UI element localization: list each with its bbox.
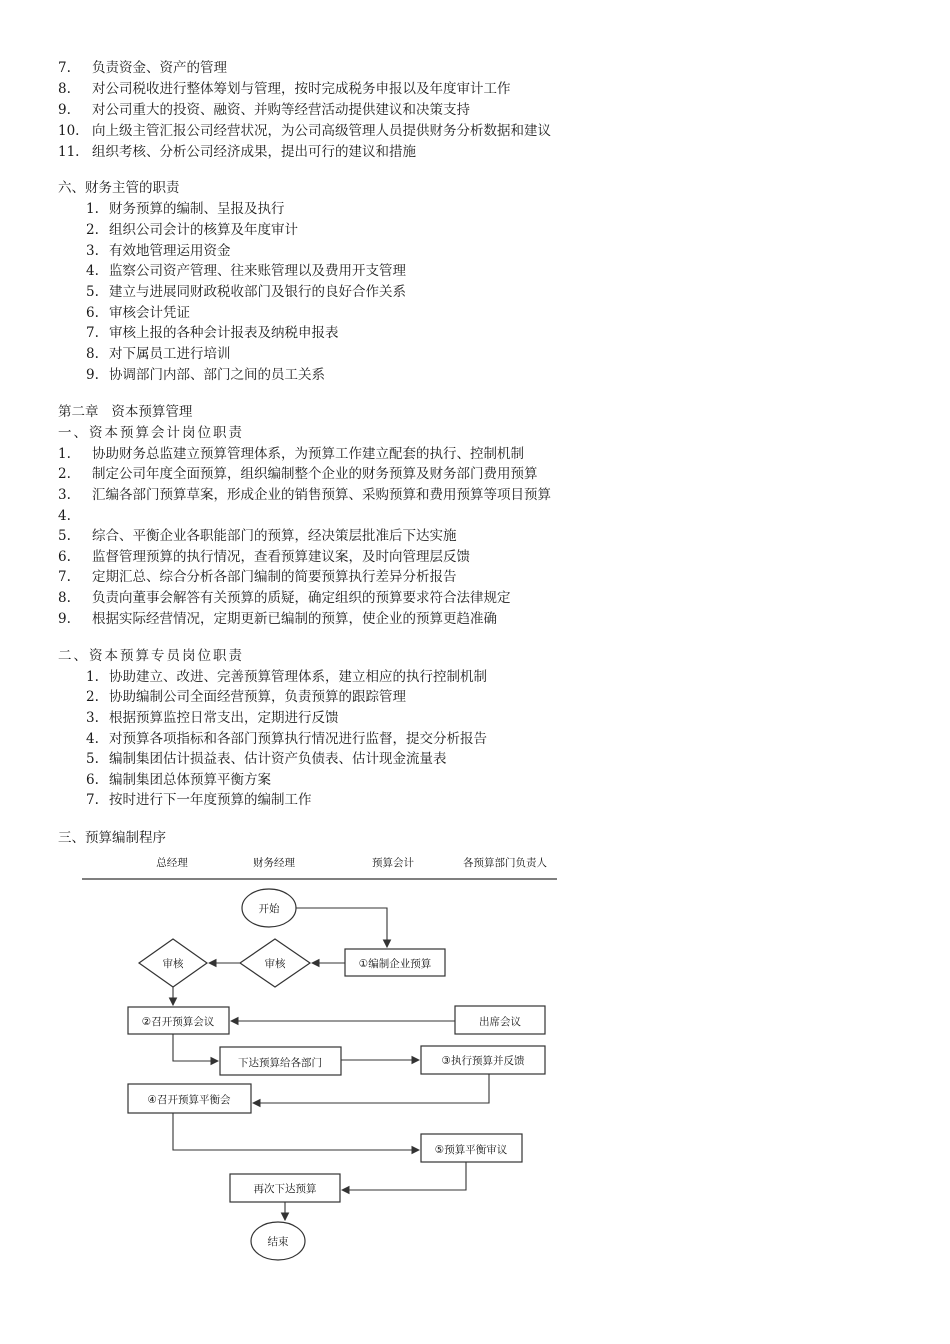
list-number: 2. [86, 689, 99, 705]
list-number: 2. [86, 222, 99, 238]
list-item: 定期汇总、综合分析各部门编制的简要预算执行差异分析报告 [92, 569, 457, 585]
list-number: 5. [86, 751, 99, 767]
list-number: 6. [58, 549, 71, 565]
compile-budget-label: ①编制企业预算 [358, 958, 432, 970]
list-number: 1. [86, 201, 99, 217]
list-number: 10. [58, 123, 80, 139]
lane-header: 总经理 [156, 857, 188, 869]
list-item: 对预算各项指标和各部门预算执行情况进行监督，提交分析报告 [109, 731, 487, 747]
list-item: 监督管理预算的执行情况，查看预算建议案，及时向管理层反馈 [92, 549, 470, 565]
list-number: 9. [58, 102, 71, 118]
list-number: 6. [86, 772, 99, 788]
connector-start-to-compile [296, 908, 387, 947]
end-label: 结束 [267, 1236, 289, 1248]
lane-header: 财务经理 [253, 857, 295, 869]
list-item: 编制集团估计损益表、估计资产负债表、估计现金流量表 [109, 751, 447, 767]
connector-balance-to-review [173, 1113, 419, 1150]
list-number: 2. [58, 466, 71, 482]
subsection-heading: 二、资本预算专员岗位职责 [58, 648, 244, 664]
list-item: 建立与进展同财政税收部门及银行的良好合作关系 [109, 284, 406, 300]
start-label: 开始 [258, 903, 280, 915]
issue-budget-label: 下达预算给各部门 [238, 1057, 322, 1069]
list-item: 有效地管理运用资金 [109, 243, 231, 259]
list-item: 审核上报的各种会计报表及纳税申报表 [109, 325, 339, 341]
list-item: 负责向董事会解答有关预算的质疑，确定组织的预算要求符合法律规定 [92, 590, 511, 606]
list-number: 3. [86, 243, 99, 259]
budget-meeting-label: ②召开预算会议 [141, 1016, 215, 1028]
list-item: 对公司重大的投资、融资、并购等经营活动提供建议和决策支持 [92, 102, 470, 118]
connector-execute-to-balance [253, 1074, 489, 1103]
list-number: 7. [58, 569, 71, 585]
subsection-heading: 一、资本预算会计岗位职责 [58, 425, 244, 441]
list-item: 综合、平衡企业各职能部门的预算，经决策层批准后下达实施 [92, 528, 457, 544]
list-item: 协调部门内部、部门之间的员工关系 [109, 367, 325, 383]
execute-budget-label: ③执行预算并反馈 [441, 1055, 525, 1067]
list-item: 按时进行下一年度预算的编制工作 [109, 792, 312, 808]
list-number: 7. [58, 60, 71, 76]
lane-header: 各预算部门负责人 [463, 857, 547, 869]
attend-meeting-label: 出席会议 [479, 1016, 521, 1028]
list-item: 编制集团总体预算平衡方案 [109, 772, 271, 788]
list-number: 7. [86, 792, 99, 808]
review-gm-label: 审核 [162, 958, 184, 970]
reissue-budget-label: 再次下达预算 [253, 1183, 317, 1195]
list-number: 4. [86, 263, 99, 279]
list-item: 组织公司会计的核算及年度审计 [109, 222, 298, 238]
section-heading: 六、财务主管的职责 [58, 180, 180, 196]
list-number: 1. [58, 446, 71, 462]
list-item: 负责资金、资产的管理 [92, 60, 227, 76]
list-item: 汇编各部门预算草案，形成企业的销售预算、采购预算和费用预算等项目预算 [92, 487, 551, 503]
list-number: 7. [86, 325, 99, 341]
list-item: 根据实际经营情况，定期更新已编制的预算，使企业的预算更趋准确 [92, 611, 497, 627]
list-number: 8. [86, 346, 99, 362]
list-item: 制定公司年度全面预算，组织编制整个企业的财务预算及财务部门费用预算 [92, 466, 538, 482]
list-item: 财务预算的编制、呈报及执行 [109, 201, 285, 217]
list-number: 9. [86, 367, 99, 383]
list-number: 6. [86, 305, 99, 321]
list-item: 根据预算监控日常支出，定期进行反馈 [109, 710, 339, 726]
list-number: 4. [58, 508, 71, 524]
balance-review-label: ⑤预算平衡审议 [434, 1144, 508, 1156]
subsection-heading: 三、预算编制程序 [58, 830, 166, 846]
list-item: 组织考核、分析公司经济成果，提出可行的建议和措施 [92, 144, 416, 160]
list-item: 对下属员工进行培训 [109, 346, 231, 362]
list-item: 审核会计凭证 [109, 305, 190, 321]
list-number: 8. [58, 590, 71, 606]
list-number: 4. [86, 731, 99, 747]
list-item: 向上级主管汇报公司经营状况，为公司高级管理人员提供财务分析数据和建议 [92, 123, 551, 139]
list-item: 协助财务总监建立预算管理体系，为预算工作建立配套的执行、控制机制 [92, 446, 524, 462]
list-item: 协助建立、改进、完善预算管理体系，建立相应的执行控制机制 [109, 669, 487, 685]
list-item: 对公司税收进行整体筹划与管理，按时完成税务申报以及年度审计工作 [92, 81, 511, 97]
list-number: 9. [58, 611, 71, 627]
list-number: 8. [58, 81, 71, 97]
chapter-title: 第二章 资本预算管理 [58, 404, 193, 420]
list-item: 协助编制公司全面经营预算，负责预算的跟踪管理 [109, 689, 406, 705]
balance-meeting-label: ④召开预算平衡会 [147, 1094, 231, 1106]
list-item: 监察公司资产管理、往来账管理以及费用开支管理 [109, 263, 406, 279]
list-number: 5. [58, 528, 71, 544]
connector-review-to-reissue [342, 1162, 466, 1190]
list-number: 3. [58, 487, 71, 503]
review-fm-label: 审核 [264, 958, 286, 970]
list-number: 3. [86, 710, 99, 726]
connector-meeting-to-issue [173, 1034, 218, 1061]
list-number: 1. [86, 669, 99, 685]
list-number: 11. [58, 144, 80, 160]
list-number: 5. [86, 284, 99, 300]
lane-header: 预算会计 [372, 857, 414, 869]
